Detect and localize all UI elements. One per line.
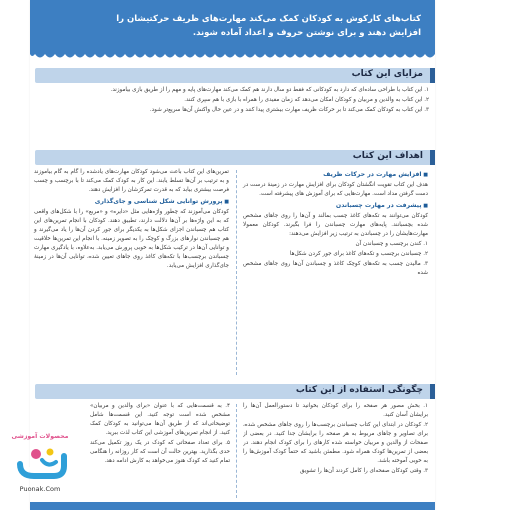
goals-left-column (34, 168, 229, 272)
goal-intro-text: تمرین‌های این کتاب باعث می‌شود کودکان مهارت‌های یادشده را گام به گام بیاموزند و به ترتیب بر آن‌ها تسلط یابند. این کار به کودک کمک می‌کند تا با برچسب و چسب فرصت بیشتری بیابد که به قدرت تمرکزشان را افزایش دهند. (34, 169, 229, 193)
usage-item-3: ۳. وقتی کودکان صفحه‌ای را کامل کردند آن‌ها را تشویق (300, 468, 428, 474)
brand-tagline: محصولات آموزشی (11, 433, 69, 440)
goals-right-column (243, 168, 428, 279)
goal-gluing-heading: ■ پیشرفت در مهارت چسباندن (243, 201, 428, 211)
section-goals-header (35, 150, 435, 165)
section-marker (430, 150, 435, 165)
usage-item-2: ۲. کودکان در ابتدای این کتاب چسباندن برچسب‌ها را روی جاهای مشخص شده، برای تصاویر و جاهای مربوط به هر صفحه را برایشان جدا کنید. در بعضی از صفحات از والدین و مربیان خواسته شده کارهای را برای کودک انجام دهند. در بعضی از تمرین‌ها کودک همراه شود. مطمئن باشید که حتماً کودک آموزش‌ها را به خوبی آموخته باشد. (243, 422, 428, 464)
section-marker (430, 68, 435, 83)
intro-banner (30, 0, 435, 52)
column-divider (236, 170, 237, 375)
scallop-border (30, 52, 435, 62)
benefits-list (37, 86, 429, 116)
usage-item-1: ۱. بخش مصور هر صفحه را برای کودکان بخوانید تا دستورالعمل آن‌ها را برایشان آسان کنید. (243, 403, 428, 418)
section-usage-title: چگونگی استفاده از این کتاب (295, 385, 423, 395)
benefit-item-1: ۱. این کتاب با طراحی ساده‌ای که دارد به کودکانی که فقط دو سال دارند هم کمک می‌کند مهارت‌های پایه و مهم را از طریق بازی بیاموزند. (110, 87, 429, 93)
intro-line-1: کتاب‌های کارکوش به کودکان کمک می‌کند مهارت‌های ظریف حرکتیشان را (116, 14, 421, 24)
column-divider (236, 404, 237, 498)
gluing-step-1: ۱. کندن برچسب و چسباندن آن (355, 241, 428, 247)
section-benefits-header (35, 68, 435, 83)
goal-gluing-text: کودکان می‌توانند به تکه‌های کاغذ چسب بمالند و آن‌ها را روی جاهای مشخص شده بچسبانند. پایه‌های مهارت چسباندن را فرا بگیرند. کودکان معمولا مهارت‌هایشان را در چسباندن به ترتیب زیر افزایش می‌دهند: (243, 213, 428, 237)
brand-url[interactable]: Puonak.Com (19, 485, 61, 493)
page-footer-bar (30, 502, 435, 510)
benefit-item-2: ۲. این کتاب به والدین و مربیان و کودکان امکان می‌دهد که زمان مفیدی را همراه با بازی با هم سپری کنند. (184, 97, 429, 103)
book-page (30, 0, 435, 510)
usage-left-column (90, 402, 230, 467)
section-benefits-title: مزایای این کتاب (351, 69, 423, 79)
usage-item-5: ۵. برای تعداد صفحاتی که کودک در یک روز تکمیل می‌کند حدی بگذارید. بهترین حالت آن است که کار روزانه را هنگامی تمام کنید که کودک هنوز می‌خواهد به کارش ادامه دهد. (90, 440, 230, 464)
gluing-step-2: ۲. چسباندن برچسب و تکه‌های کاغذ برای جور کردن شکل‌ها (289, 251, 428, 257)
puonak-logo-icon (14, 442, 68, 482)
goal-shapes-text: کودکان می‌آموزند که چطور واژه‌هایی مثل «دایره» و «مربع» را با شکل‌های واقعی که به این واژه‌ها بر آن‌ها دلالت دارند، تطبیق دهند. کودکان با انجام تمرین‌های این کتاب هم چسباندن اجزای شکل‌ها به یکدیگر برای جور کردن آن‌ها را یاد می‌گیرند و هم چسباندن نوارهای بزرگ و کوچک را به تصویر زمینه. با انجام این تمرین‌ها خلاقیت و توانایی آن‌ها در ترکیب شکل‌ها به خوبی پرورش می‌یابد. به‌علاوه، با یادگیری مهارت چسباندن برچسب‌ها با تکه‌های کاغذ روی جاهای تعیین شده، توانایی آن‌ها در زمینهٔ جای‌گذاری افزایش می‌یابد. (34, 209, 229, 269)
benefit-item-3: ۳. این کتاب به کودکان کمک می‌کند تا بر حرکات ظریف مهارت بیشتری پیدا کنند و در عین حال واکنش آن‌ها سریع‌تر شود. (149, 107, 429, 113)
section-marker (430, 384, 435, 399)
section-usage-header (35, 384, 435, 399)
section-goals-title: اهداف این کتاب (352, 151, 423, 161)
usage-right-column (243, 402, 428, 500)
goal-fine-motor-text: هدف این کتاب تقویت انگشتان کودکان برای افزایش مهارت در زمینهٔ درست در دست گرفتن مداد است. مهارت‌هایی که برای آموزش های پیشرفته است. (243, 182, 428, 197)
gluing-step-3: ۳. مالیدن چسب به تکه‌های کوچک کاغذ و چسباندن آن‌ها روی جاهای مشخص شده (243, 261, 428, 276)
goal-shapes-heading: ■ پرورش توانایی شکل شناسی و جای‌گذاری (34, 197, 229, 207)
goal-fine-motor-heading: ■ افزایش مهارت در حرکات ظریف (243, 170, 428, 180)
usage-item-4: ۴. به قسمت‌هایی که با عنوان «برای والدین و مربیان» مشخص شده است توجه کنید. این قسمت‌ها شامل توضیحاتی‌اند که از طریق آن‌ها می‌توانید به کودکان کمک کنید. از انجام تمرین‌های آموزشی این کتاب لذت ببرید. (90, 403, 230, 436)
intro-line-2: افزایش دهند و برای نوشتن حروف و اعداد آماده شوند. (192, 28, 421, 38)
